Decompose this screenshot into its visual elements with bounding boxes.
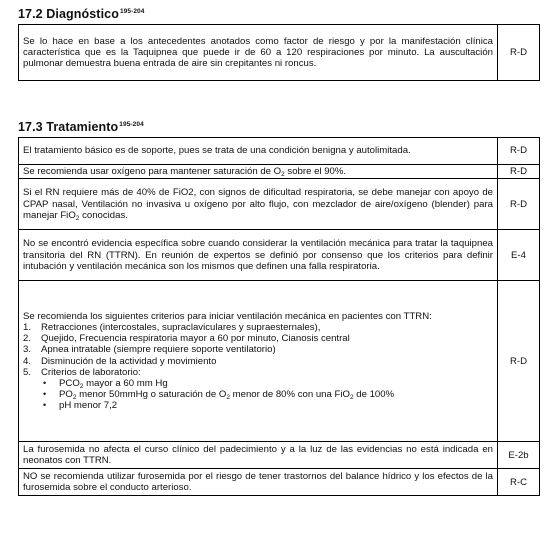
bullet-icon: • [43,389,47,400]
table-row [19,179,540,230]
evidence-grade: R-D [498,179,540,230]
recommendation-criteria [19,281,498,442]
criteria-intro: Se recomienda los siguientes criterios para iniciar ventilación mecánica en pacientes con TTRN: [23,310,432,322]
recommendation-text: La furosemida no afecta el curso clínico del padecimiento y a la luz de las evidencias no está indicada en neonatos con TTRN. [19,442,498,469]
bullet-item: • $PO_2$ menor 50mmHg o saturación de $O_2$ menor de 80% con una FiO$_2$ de 100% [43,389,395,402]
evidence-grade: E-4 [498,230,540,281]
reference-superscript: 195-204 [119,8,145,15]
bullet-item: • $PCO_2$ mayor a 60 mm Hg [43,378,168,390]
tratamiento-evidence-table [18,137,540,496]
evidence-grade: R-D [498,281,540,442]
recommendation-text: Se lo hace en base a los antecedentes anotados como factor de riesgo y por la manifestación clínica característica que es la Taquipnea que puede ir de 60 a 120 respiraciones por minuto. La auscultación pulmonar demuestra buena entrada de aire sin crepitantes ni roncus. [19,25,498,81]
table-row [19,442,540,469]
list-item: 1. Retracciones (intercostales, supraclaviculares y supraesternales), [23,321,321,333]
recommendation-text: Si el RN requiere más de 40% de FiO2, con signos de dificultad respiratoria, se debe manejar con apoyo de CPAP nasal, Ventilación no invasiva u oxígeno por alto flujo, con mezclador de aire/oxígeno (blender) para manejar FiO$_2$ conocidas. [19,179,498,230]
table-row [19,138,540,165]
list-item: 5. Criterios de laboratorio: [23,366,141,378]
list-item: 3. Apnea intratable (siempre requiere soporte ventilatorio) [23,344,276,356]
section-title-tratamiento [18,120,144,134]
diagnostico-evidence-table [18,24,540,81]
evidence-grade: R-C [498,469,540,496]
table-row [19,230,540,281]
section-title-text: 17.2 Diagnóstico [18,7,119,21]
recommendation-text: El tratamiento básico es de soporte, pues se trata de una condición benigna y autolimitada. [19,138,498,165]
evidence-grade: R-D [498,165,540,179]
recommendation-text: No se encontró evidencia específica sobre cuando considerar la ventilación mecánica para tratar la taquipnea transitoria del RN (TTRN). En reunión de expertos se definió por consenso que los criterios para definir intubación y ventilación mecánica son los mismos que definen una falla respiratoria. [19,230,498,281]
recommendation-text: NO se recomienda utilizar furosemida por el riesgo de tener trastornos del balance hídrico y los efectos de la furosemida sobre el conducto arterioso. [19,469,498,496]
bullet-item: • pH menor 7,2 [43,400,118,412]
recommendation-text: Se recomienda usar oxígeno para mantener saturación de $O_2$ sobre el 90%. [19,165,498,179]
list-item: 2. Quejido, Frecuencia respiratoria mayor a 60 por minuto, Cianosis central [23,333,350,345]
table-row [19,165,540,179]
evidence-grade: R-D [498,138,540,165]
bullet-icon: • [43,400,47,411]
evidence-grade: E-2b [498,442,540,469]
reference-superscript: 195-204 [119,121,144,128]
table-row [19,281,540,442]
table-row [19,25,540,81]
list-item: 4. Disminución de la actividad y movimiento [23,355,217,367]
section-title-diagnostico [18,7,145,21]
bullet-icon: • [43,378,47,388]
section-title-text: 17.3 Tratamiento [18,120,119,134]
table-row [19,469,540,496]
evidence-grade: R-D [498,25,540,81]
